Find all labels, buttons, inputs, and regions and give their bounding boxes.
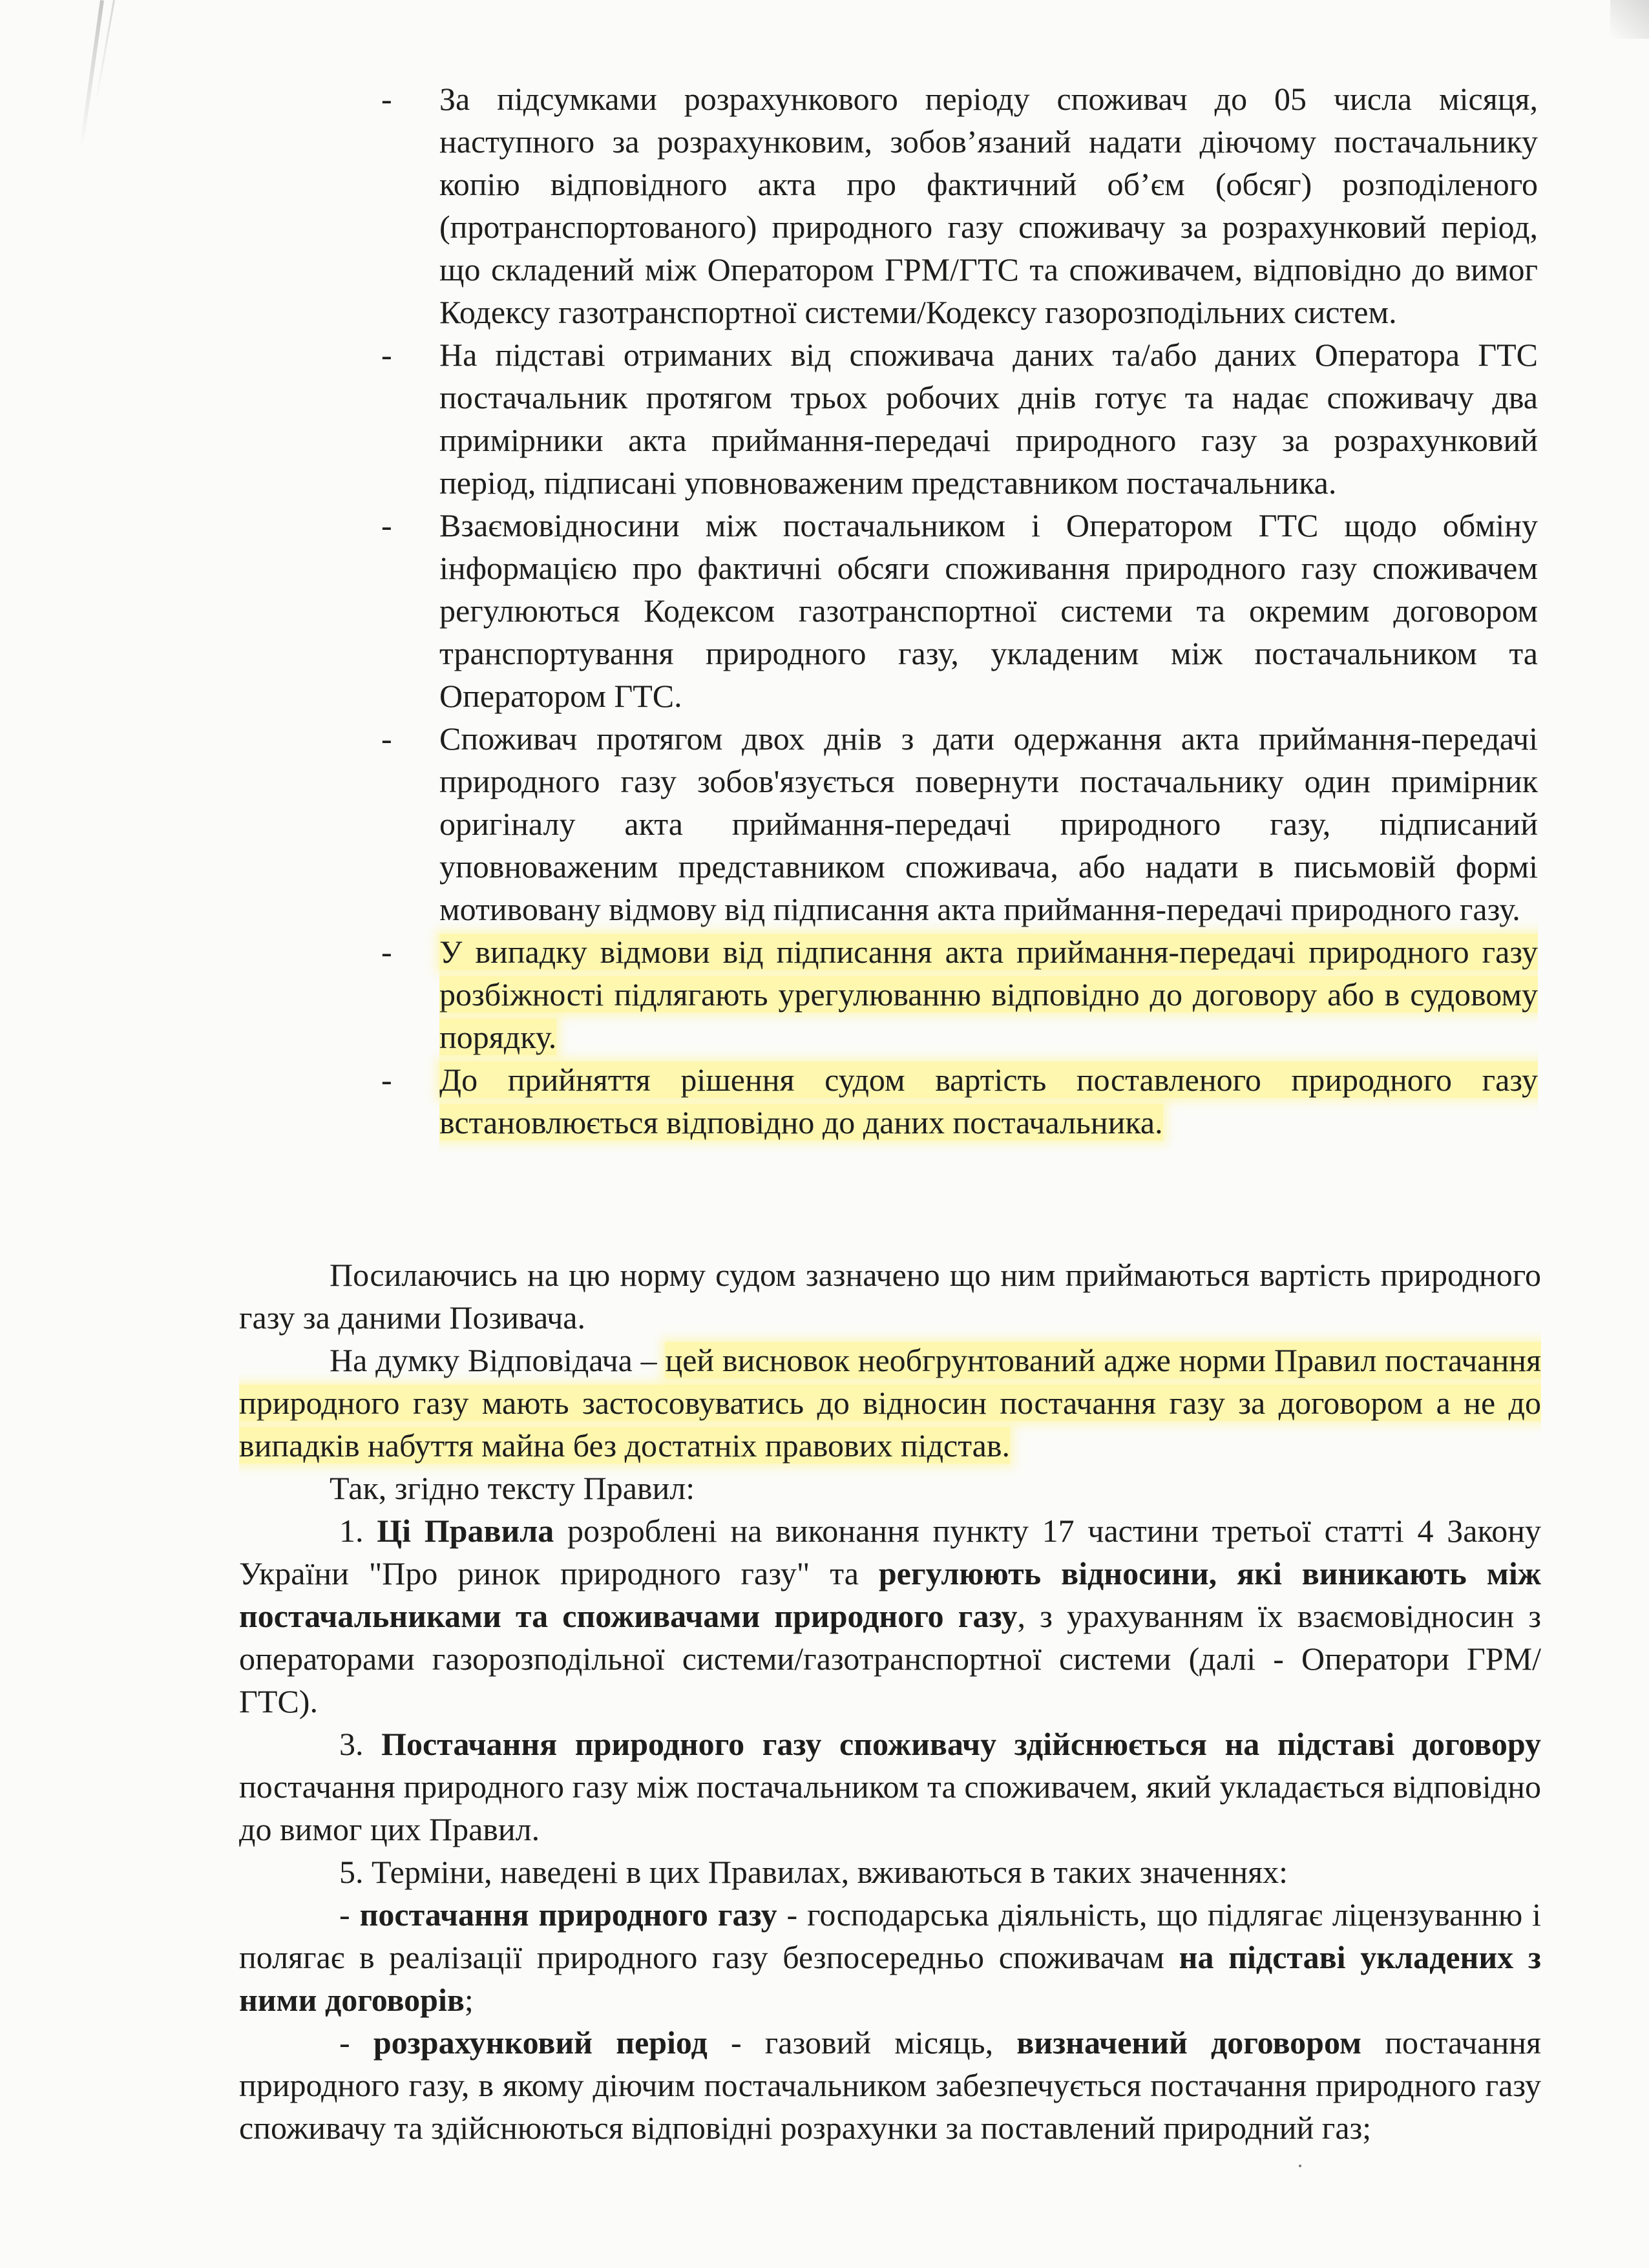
paragraph-lead: На думку Відповідача –	[330, 1342, 666, 1378]
bullet-text: Споживач протягом двох днів з дати одержання акта приймання-передачі природного газу зобов'язується повернути постачальнику один примірник оригіналу акта приймання-передачі природного газу, підписаний уповноваженим представником споживача, або надати в письмовій формі мотивовану відмову від підписання акта приймання-передачі природного газу.	[439, 720, 1538, 927]
bullet-text: На підставі отриманих від споживача даних та/або даних Оператора ГТС постачальник протягом трьох робочих днів готує та надає споживачу два примірники акта приймання-передачі природного газу за розрахунковий період, підписані уповноваженим представником постачальника.	[439, 337, 1538, 501]
highlighted-text: цей висновок необгрунтований адже норми Правил постачання природного газу мають застосовуватись до відносин постачання газу за договором а не до випадків набуття майна без достатніх правових підстав.	[239, 1342, 1541, 1464]
paragraph-term-period	[239, 2021, 1541, 2149]
highlighted-text: До прийняття рішення судом вартість поставленого природного газу встановлюється відповідно до даних постачальника.	[439, 1062, 1538, 1140]
term-text: - господарська діяльність, що підлягає ліцензуванню і полягає в реалізації природного газу безпосередньо споживачам	[239, 1896, 1541, 1975]
list-item	[362, 717, 1538, 930]
list-item	[362, 504, 1538, 717]
rule-text: розроблені на виконання пункту 17 частини третьої статті 4 Закону України "Про ринок природного газу" та	[239, 1513, 1541, 1591]
bullet-text: Взаємовідносини між постачальником і Оператором ГТС щодо обміну інформацією про фактичні обсяги споживання природного газу споживачем регулюються Кодексом газотранспортної системи та окремим договором транспортування природного газу, укладеним між постачальником та Оператором ГТС.	[439, 507, 1538, 714]
bullet-list	[362, 78, 1538, 1144]
paragraph-term-supply	[239, 1893, 1541, 2021]
list-item	[362, 78, 1538, 333]
rule-number: 1.	[339, 1513, 377, 1549]
bullet-dash: -	[381, 507, 392, 543]
bold-text: розрахунковий період	[373, 2024, 708, 2061]
rule-text: постачання природного газу між постачальником та споживачем, який укладається відповідно до вимог цих Правил.	[239, 1769, 1541, 1847]
paragraph-court-reference: Посилаючись на цю норму судом зазначено що ним приймаються вартість природного газу за даними Позивача.	[239, 1257, 1541, 1336]
list-item	[362, 333, 1538, 504]
bold-text: постачання природного газу	[359, 1896, 777, 1933]
paragraph-rule-5: 5. Терміни, наведені в цих Правилах, вживаються в таких значеннях:	[339, 1854, 1288, 1890]
bold-text: регулюють відносини, які виникають між постачальниками та споживачами природного газу	[239, 1555, 1541, 1634]
bold-text: Постачання природного газу споживачу здійснюється на підставі договору	[381, 1726, 1542, 1762]
scan-speck	[1299, 2165, 1301, 2167]
term-text: постачання природного газу, в якому діючим постачальником забезпечується постачання природного газу споживачу та здійснюються відповідні розрахунки за поставлений природний газ;	[239, 2024, 1541, 2146]
page-corner-shadow	[1610, 0, 1649, 39]
list-item-highlighted	[362, 1058, 1538, 1144]
term-text: - газовий місяць,	[707, 2024, 1017, 2061]
highlighted-text: У випадку відмови від підписання акта приймання-передачі природного газу розбіжності підлягають урегулюванню відповідно до договору або в судовому порядку.	[439, 934, 1538, 1055]
term-text: ;	[464, 1982, 474, 2018]
paragraph-rules-intro: Так, згідно тексту Правил:	[330, 1470, 695, 1506]
bullet-dash: -	[381, 934, 392, 970]
bullet-dash: -	[381, 337, 392, 373]
bullet-text: За підсумками розрахункового періоду споживач до 05 числа місяця, наступного за розрахунковим, зобов’язаний надати діючому постачальнику копію відповідного акта про фактичний об’єм (обсяг) розподіленого (протранспортованого) природного газу споживачу за розрахунковий період, що складений між Оператором ГРМ/ГТС та споживачем, відповідно до вимог Кодексу газотранспортної системи/Кодексу газорозподільних систем.	[439, 81, 1538, 330]
bold-text: Ці Правила	[377, 1513, 554, 1549]
bold-text: визначений договором	[1016, 2024, 1362, 2061]
bullet-dash: -	[381, 720, 392, 757]
list-item-highlighted	[362, 930, 1538, 1058]
paragraph-defendant-opinion	[239, 1339, 1541, 1467]
bullet-dash: -	[381, 1062, 392, 1098]
term-dash: -	[339, 2024, 373, 2061]
term-dash: -	[339, 1896, 360, 1933]
paragraph-rule-3	[239, 1723, 1541, 1851]
body-text	[239, 1254, 1541, 2149]
bold-text: на підставі укладених з ними договорів	[239, 1939, 1541, 2018]
rule-text: , з урахуванням їх взаємовідносин з операторами газорозподільної системи/газотранспортної системи (далі - Оператори ГРМ/ГТС).	[239, 1598, 1542, 1719]
bullet-dash: -	[381, 81, 392, 117]
paragraph-rule-1	[239, 1509, 1541, 1723]
rule-number: 3.	[339, 1726, 382, 1762]
